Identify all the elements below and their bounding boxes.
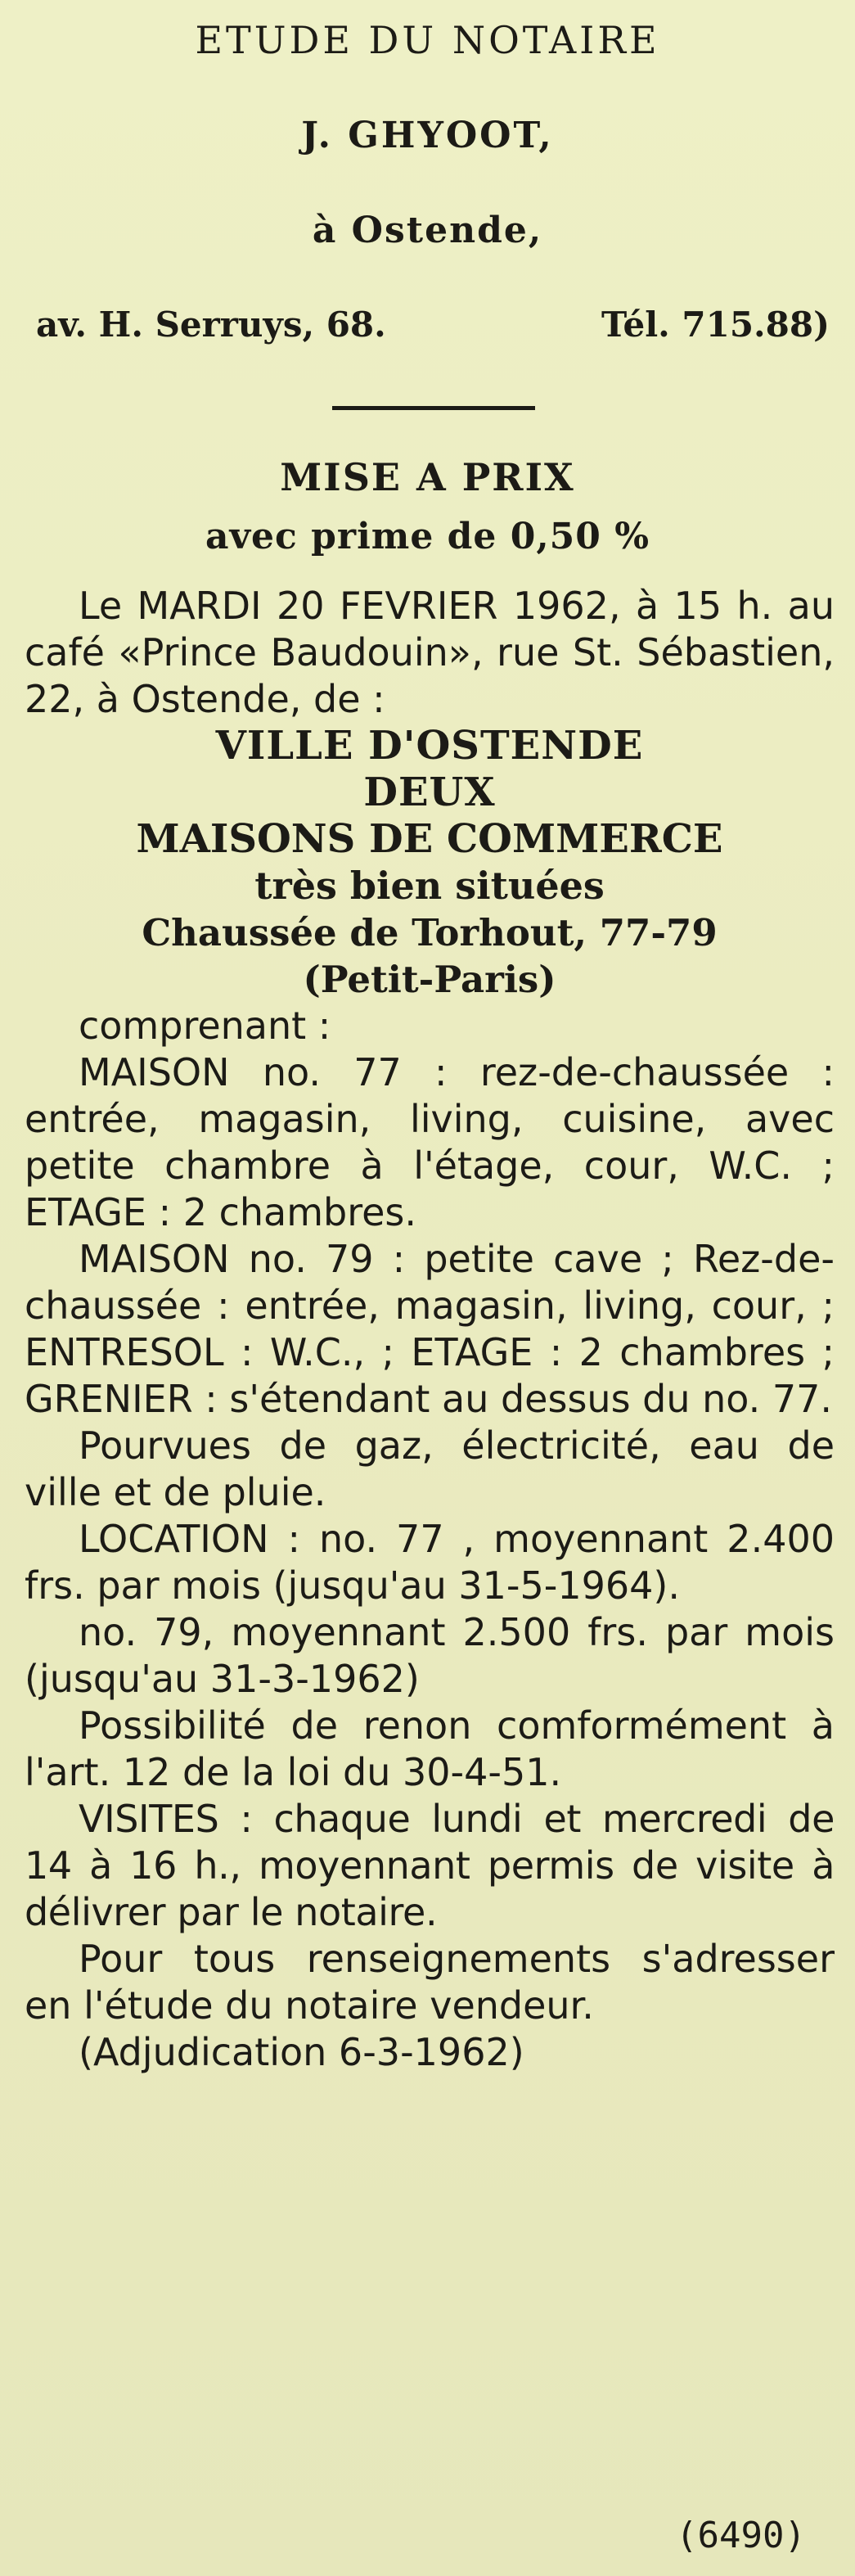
notice-reference-number: (6490): [676, 2515, 806, 2556]
utilities-paragraph: Pourvues de gaz, électricité, eau de ville et de pluie.: [25, 1423, 835, 1514]
notary-phone: Tél. 715.88): [601, 305, 830, 345]
separator-rule: [332, 406, 535, 410]
property-city: VILLE D'OSTENDE: [215, 723, 644, 769]
notary-contact-line: [36, 305, 830, 345]
house-79-description: MAISON no. 79 : petite cave ; Rez-de-chaussée : entrée, magasin, living, cour, ; ENTRESOL : W.C., ; ETAGE : 2 chambres ; GRENIER : s'étendant au dessus du no. 77.: [25, 1237, 835, 1421]
property-street: Chaussée de Torhout, 77-79: [142, 911, 718, 954]
sale-intro: Le MARDI 20 FEVRIER 1962, à 15 h. au café «Prince Baudouin», rue St. Sébastien, 22, à Ostende, de :: [25, 584, 835, 721]
sale-title: MISE A PRIX: [280, 455, 575, 499]
comprising-label: comprenant :: [79, 1004, 331, 1048]
location-77-paragraph: LOCATION : no. 77 , moyennant 2.400 frs. par mois (jusqu'au 31-5-1964).: [25, 1517, 835, 1608]
house-77-description: MAISON no. 77 : rez-de-chaussée : entrée, magasin, living, cuisine, avec petite chambre à l'étage, cour, W.C. ; ETAGE : 2 chambres.: [25, 1050, 835, 1234]
notice-body: [25, 583, 835, 2076]
notary-address: av. H. Serruys, 68.: [36, 305, 386, 345]
adjudication-date: (Adjudication 6-3-1962): [79, 2030, 524, 2074]
info-paragraph: Pour tous renseignements s'adresser en l'étude du notaire vendeur.: [25, 1937, 835, 2028]
property-type: MAISONS DE COMMERCE: [136, 816, 723, 862]
notary-office-heading: ETUDE DU NOTAIRE: [195, 18, 660, 62]
property-count: DEUX: [363, 769, 496, 815]
sale-premium: avec prime de 0,50 %: [205, 516, 650, 557]
visits-paragraph: VISITES : chaque lundi et mercredi de 14 à 16 h., moyennant permis de visite à délivrer par le notaire.: [25, 1797, 835, 1934]
notary-name: J. GHYOOT,: [301, 115, 554, 156]
property-situation: très bien situées: [254, 864, 605, 908]
notice-paragraph: Possibilité de renon comformément à l'art. 12 de la loi du 30-4-51.: [25, 1703, 835, 1794]
notary-town: à Ostende,: [312, 210, 543, 251]
property-district: (Petit-Paris): [303, 958, 556, 1001]
location-79-paragraph: no. 79, moyennant 2.500 frs. par mois (jusqu'au 31-3-1962): [25, 1610, 835, 1701]
